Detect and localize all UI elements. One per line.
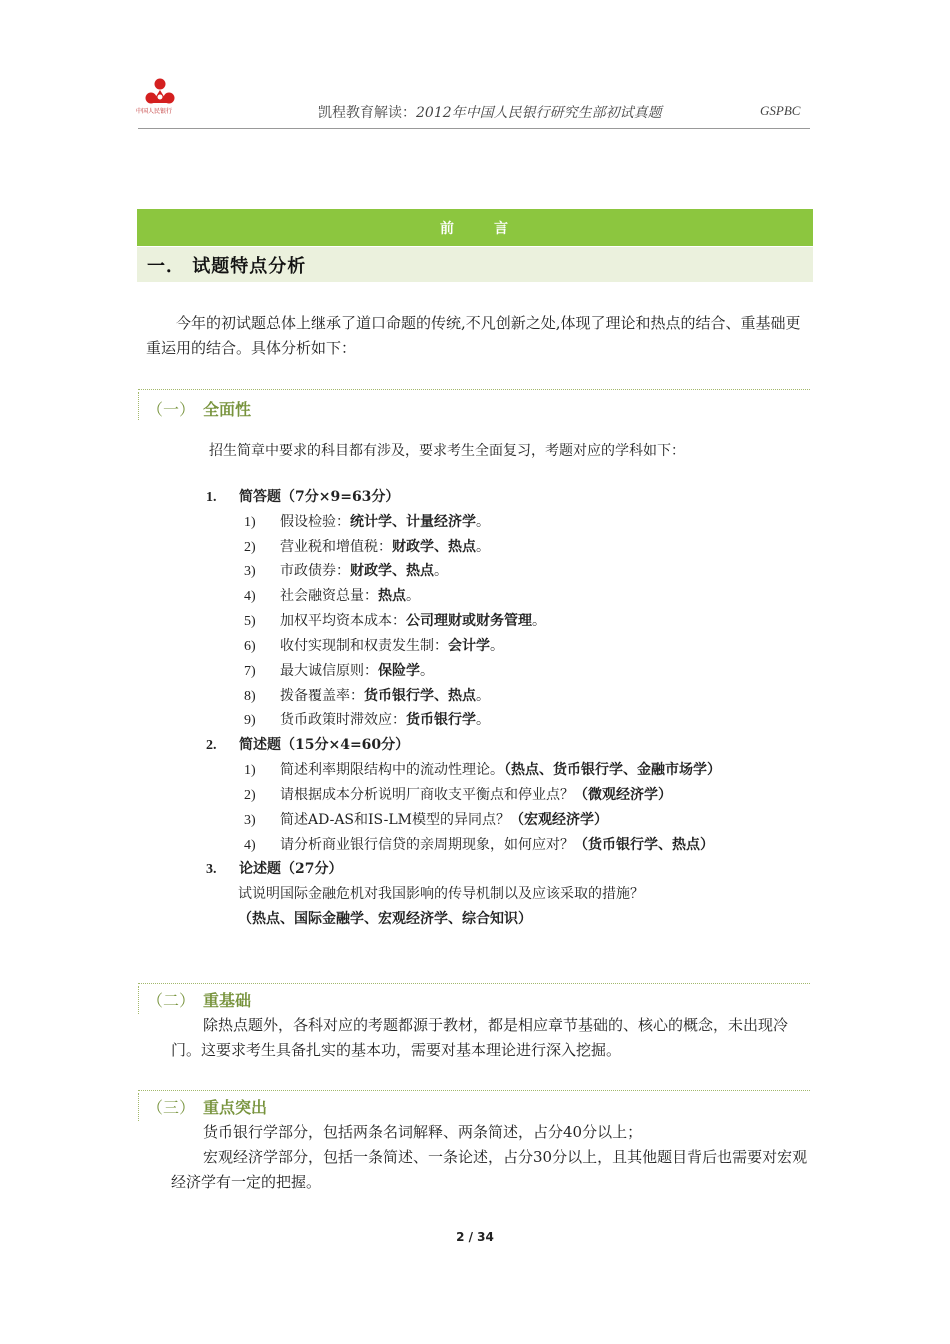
list-item: 2) 营业税和增值税：财政学、热点。 bbox=[244, 539, 490, 555]
list-item: 1) 假设检验：统计学、计量经济学。 bbox=[244, 514, 490, 530]
sub2-rule bbox=[138, 983, 810, 984]
sub3-line1: 货币银行学部分，包括两条名词解释、两条简述，占分40分以上； bbox=[203, 1123, 643, 1141]
list-item: 6) 收付实现制和权责发生制：会计学。 bbox=[244, 638, 504, 654]
sub1-title: （一） 全面性 bbox=[147, 400, 252, 419]
header-code: GSPBC bbox=[760, 103, 801, 118]
group-heading: 2. 简述题（15分×4=60分） bbox=[206, 737, 410, 753]
sub1-desc: 招生简章中要求的科目都有涉及，要求考生全面复习，考题对应的学科如下： bbox=[209, 443, 685, 459]
list-item: 2) 请根据成本分析说明厂商收支平衡点和停业点？（微观经济学） bbox=[244, 787, 672, 803]
header-rule bbox=[138, 128, 810, 129]
group-heading: 3. 论述题（27分） bbox=[206, 861, 343, 877]
sub2-desc: 除热点题外，各科对应的考题都源于教材，都是相应章节基础的、核心的概念，未出现冷门。这要求考生具备扎实的基本功，需要对基本理论进行深入挖掘。 bbox=[171, 1016, 789, 1059]
sub1-bar bbox=[138, 392, 139, 420]
list-item: 1) 简述利率期限结构中的流动性理论。（热点、货币银行学、金融市场学） bbox=[244, 762, 721, 778]
sub3-bar bbox=[138, 1093, 139, 1121]
sub2-title: （二） 重基础 bbox=[147, 991, 252, 1010]
list-item: 7) 最大诚信原则：保险学。 bbox=[244, 663, 434, 679]
sub3-title: （三） 重点突出 bbox=[147, 1098, 268, 1117]
page-number: 2 / 34 bbox=[456, 1230, 494, 1244]
list-item: 3) 简述AD-AS和IS-LM模型的异同点？（宏观经济学） bbox=[244, 812, 609, 828]
intro-paragraph: 今年的初试题总体上继承了道口命题的传统,不凡创新之处,体现了理论和热点的结合、重基础更重运用的结合。具体分析如下： bbox=[146, 314, 801, 357]
list-item: 3) 市政债券：财政学、热点。 bbox=[244, 563, 448, 579]
logo-caption: 中国人民银行 bbox=[136, 108, 173, 115]
section-heading: 一． 试题特点分析 bbox=[137, 247, 813, 282]
list-item: 4) 社会融资总量：热点。 bbox=[244, 588, 420, 604]
header-title: 凯程教育解读：2012年中国人民银行研究生部初试真题 bbox=[318, 105, 662, 121]
sub3-line2: 宏观经济学部分，包括一条简述、一条论述，占分30分以上，且其他题目背后也需要对宏观经济学有一定的把握。 bbox=[171, 1148, 808, 1191]
preface-banner: 前 言 bbox=[137, 209, 813, 246]
group-heading: 1. 简答题（7分×9=63分） bbox=[206, 489, 400, 505]
essay-subjects: （热点、国际金融学、宏观经济学、综合知识） bbox=[238, 911, 532, 927]
essay-question: 试说明国际金融危机对我国影响的传导机制以及应该采取的措施？ bbox=[238, 886, 644, 902]
list-item: 4) 请分析商业银行信贷的亲周期现象，如何应对？（货币银行学、热点） bbox=[244, 837, 714, 853]
sub1-rule bbox=[138, 389, 810, 390]
sub3-rule bbox=[138, 1090, 810, 1091]
sub2-bar bbox=[138, 986, 139, 1014]
list-item: 5) 加权平均资本成本：公司理财或财务管理。 bbox=[244, 613, 546, 629]
list-item: 8) 拨备覆盖率：货币银行学、热点。 bbox=[244, 688, 490, 704]
list-item: 9) 货币政策时滞效应：货币银行学。 bbox=[244, 712, 490, 728]
